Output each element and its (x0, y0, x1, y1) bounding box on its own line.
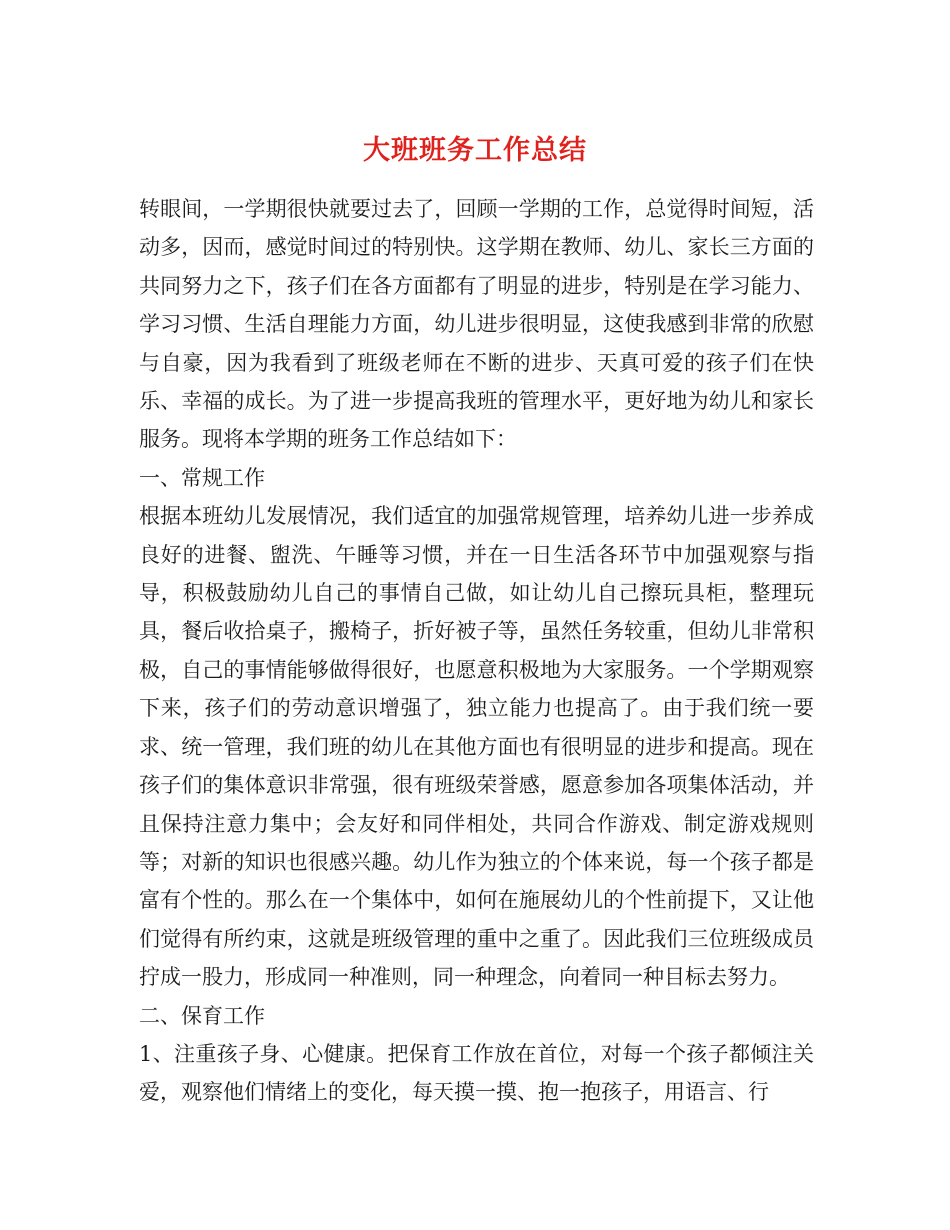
document-body (139, 190, 814, 1112)
routine-work-paragraph: 根据本班幼儿发展情况，我们适宜的加强常规管理，培养幼儿进一步养成良好的进餐、盥洗、午睡等习惯，并在一日生活各环节中加强观察与指导，积极鼓励幼儿自己的事情自己做，如让幼儿自己擦玩具柜，整理玩具，餐后收拾桌子，搬椅子，折好被子等，虽然任务较重，但幼儿非常积极，自己的事情能够做得很好，也愿意积极地为大家服务。一个学期观察下来，孩子们的劳动意识增强了，独立能力也提高了。由于我们统一要求、统一管理，我们班的幼儿在其他方面也有很明显的进步和提高。现在孩子们的集体意识非常强，很有班级荣誉感，愿意参加各项集体活动，并且保持注意力集中；会友好和同伴相处，共同合作游戏、制定游戏规则等；对新的知识也很感兴趣。幼儿作为独立的个体来说，每一个孩子都是富有个性的。那么在一个集体中，如何在施展幼儿的个性前提下，又让他们觉得有所约束，这就是班级管理的重中之重了。因此我们三位班级成员拧成一股力，形成同一种准则，同一种理念，向着同一种目标去努力。 (139, 504, 814, 990)
section-heading-routine-work: 一、常规工作 (139, 465, 265, 490)
intro-paragraph: 转眼间，一学期很快就要过去了，回顾一学期的工作，总觉得时间短，活动多，因而，感觉时间过的特别快。这学期在教师、幼儿、家长三方面的共同努力之下，孩子们在各方面都有了明显的进步，特别是在学习能力、学习习惯、生活自理能力方面，幼儿进步很明显，这使我感到非常的欣慰与自豪，因为我看到了班级老师在不断的进步、天真可爱的孩子们在快乐、幸福的成长。为了进一步提高我班的管理水平，更好地为幼儿和家长服务。现将本学期的班务工作总结如下： (139, 197, 814, 452)
section-heading-care-work: 二、保育工作 (139, 1003, 265, 1028)
care-work-paragraph: 1、注重孩子身、心健康。把保育工作放在首位，对每一个孩子都倾注关爱，观察他们情绪上的变化，每天摸一摸、抱一抱孩子，用语言、行 (139, 1041, 814, 1105)
document-title: 大班班务工作总结 (363, 135, 587, 166)
